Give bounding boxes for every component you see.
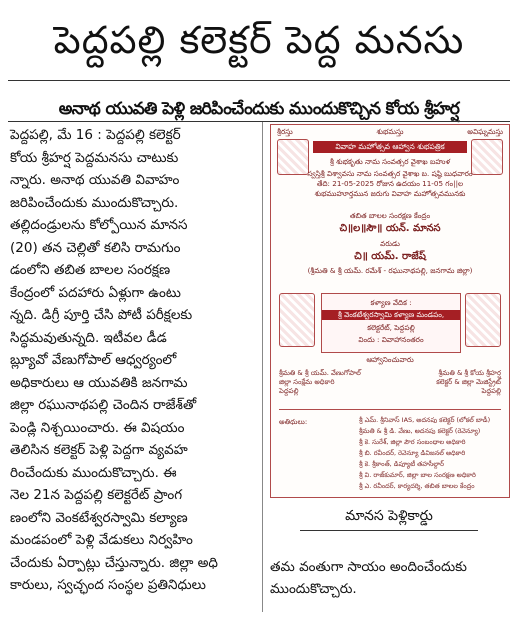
guest-line: శ్రీ ఎమ్. శ్రీనివాస్ IAS, అదనపు కలెక్టర్ (లోకల్ బాడీ): [359, 416, 491, 424]
article-line: ణంలోని వెంకటేశ్వరస్వామి కల్యాణ: [10, 509, 188, 526]
card-banner: వివాహ మహోత్సవ ఆహ్వాన శుభపత్రిక: [313, 141, 467, 153]
caption-rule: [300, 530, 478, 531]
guest-line: శ్రీ కె. శ్రీకాంత్, డిప్యూటీ తహసీల్దార్: [359, 460, 444, 468]
venue-line-1: శ్రీ వెంకటేశ్వరస్వామి కళ్యాణ మండపం,: [322, 310, 460, 320]
card-top-right: అవిఘ్నమస్తు: [467, 127, 503, 136]
inviter-left: శ్రీమతి & శ్రీ యమ్. వేణుగోపాల్ జిల్లా సంక్షేమ అధికారి పెద్దపల్లి: [279, 369, 361, 395]
card-divider: [279, 409, 501, 410]
continuation-line: ముందుకొచ్చారు.: [270, 581, 357, 597]
card-line-4: శుభముహూర్తమున జరుగు వివాహ మహోత్సవమునకు: [314, 189, 466, 198]
column-divider: [262, 122, 263, 612]
guest-line: శ్రీ బి. రవీందర్, రెవెన్యూ డివిజనల్ అధికారి: [359, 449, 466, 457]
wedding-card-image: [270, 124, 510, 498]
article-continuation: [270, 556, 508, 600]
groom-detail: (శ్రీమతి & శ్రీ యమ్. రమేశ్ - రఘునాథపల్లి, జనగామ జిల్లా): [307, 266, 473, 275]
guest-line: శ్రీమతి & శ్రీ డి. వేణు, అదనపు కలెక్టర్ (రెవెన్యూ): [359, 427, 481, 435]
photo-caption: మానస పెళ్లికార్డు: [345, 508, 433, 524]
card-top-left: శ్రీరస్తు: [277, 127, 293, 136]
guests-label: అతిథులు:: [279, 418, 308, 426]
headline: పెద్దపల్లి కలెక్టర్ పెద్ద మనసు: [53, 18, 465, 62]
article-line: రించేందుకు ముందుకొచ్చారు. ఈ: [10, 464, 177, 481]
subheadline: అనాథ యువతి పెళ్లి జరిపించేందుకు ముందుకొచ్చిన కోయ శ్రీహర్ష: [58, 99, 460, 119]
card-line-2: స్వస్తిశ్రీ విశ్వావసు నామ సంవత్సర వైశాఖ బ. షష్ఠి బుధవారం: [307, 169, 473, 178]
groom-name: చి॥ యమ్. రాజేష్: [354, 251, 426, 262]
card-line-1: శ్రీ శుభకృతు నామ సంవత్సర వైశాఖ బహుళ: [329, 157, 451, 166]
headline-rule: [8, 80, 510, 81]
guest-line: శ్రీ ఎ. రవీందర్, కార్యదర్శి, తబిత బాలల కేంద్రం: [359, 482, 475, 490]
article-line: బ్ల్యూవో వేణుగోపాల్ ఆధ్వర్యంలో: [10, 352, 177, 368]
couple-ornament-right: [465, 293, 501, 347]
article-line: డంలోని తబిత బాలల సంరక్షణ: [10, 262, 171, 278]
article-line: అధికారులు ఆ యువతికి జనగామ: [10, 374, 188, 391]
groom-intro: వరుడు: [380, 239, 400, 248]
article-line: పెద్దపల్లి, మే 16 : పెద్దపల్లి కలెక్టర్: [10, 127, 181, 143]
article-line: (20) తన చెల్లితో కలిసి రామగుం: [10, 239, 181, 256]
article-line: మండపంలో పెళ్లి వేడుకలు నిర్వహిం: [10, 532, 193, 548]
subheadline-rule: [8, 121, 510, 122]
venue-box: [321, 293, 461, 353]
guest-line: శ్రీ వి. రాజ్‌కుమార్, జిల్లా బాల సంరక్షణ అధికారి: [359, 471, 476, 479]
bride-name: చి॥ల॥సౌ॥ యన్. మానస: [339, 223, 441, 234]
article-line: సిద్ధమవుతున్నది. ఇటీవల డీడ: [10, 329, 167, 346]
article-line: న్నారు. అనాథ యువతి వివాహం: [10, 172, 180, 188]
article-line: జిల్లా రఘునాథపల్లి చెందిన రాజేశ్‌తో: [10, 397, 197, 413]
article-line: చేందుకు ఏర్పాట్లు చేస్తున్నారు. జిల్లా అధి: [10, 554, 218, 571]
card-top-center: శుభమస్తు: [376, 127, 404, 136]
inviter-right: శ్రీమతి & శ్రీ కోయ శ్రీహర్ష కలెక్టర్ & జిల్లా మెజిస్ట్రేట్ పెద్దపల్లి: [436, 369, 501, 395]
inviters-label: ఆహ్వానించువారు: [366, 355, 414, 364]
venue-line-3: విందు : వివాహానంతరం: [358, 335, 424, 344]
guest-line: శ్రీ కె. సురేశ్, జిల్లా పౌర సంబంధాల అధికారి: [359, 438, 466, 446]
article-line: తల్లిదండ్రులను కోల్పోయిన మానస: [10, 217, 188, 233]
card-line-3: తేది: 21-05-2025 రోజున ఉదయం 11-05 గం||ల: [316, 179, 464, 188]
article-line: నెల 21న పెద్దపల్లి కలెక్టరేట్ ప్రాంగ: [10, 487, 183, 503]
article-line: కోయ శ్రీహర్ష పెద్దమనసు చాటుకు: [10, 149, 179, 166]
article-line: జరిపించేందుకు ముందుకొచ్చారు.: [10, 194, 179, 211]
article-line: న్నది. డిగ్రీ పూర్తి చేసి పోటీ పరీక్షలకు: [10, 307, 193, 323]
venue-line-2: కలెక్టరేట్, పెద్దపల్లి: [367, 323, 415, 332]
continuation-line: తమ వంతుగా సాయం అందించేందుకు: [270, 559, 467, 575]
article-body: [10, 124, 256, 597]
venue-title: కళ్యాణ వేదిక :: [370, 298, 412, 307]
article-line: కారులు, స్వచ్ఛంద సంస్థల ప్రతినిధులు: [10, 577, 206, 593]
article-line: కేంద్రంలో పదహారు ఏళ్లుగా ఉంటు: [10, 284, 181, 301]
bride-intro: తబిత బాలల సంరక్షణ కేంద్రం: [349, 211, 431, 220]
couple-ornament-left: [279, 293, 315, 347]
article-line: పెండ్లి నిశ్చయించారు. ఈ విషయం: [10, 419, 185, 436]
article-line: తెలిసిన కలెక్టర్ పెళ్లి పెద్దగా వ్యవహ: [10, 442, 188, 458]
